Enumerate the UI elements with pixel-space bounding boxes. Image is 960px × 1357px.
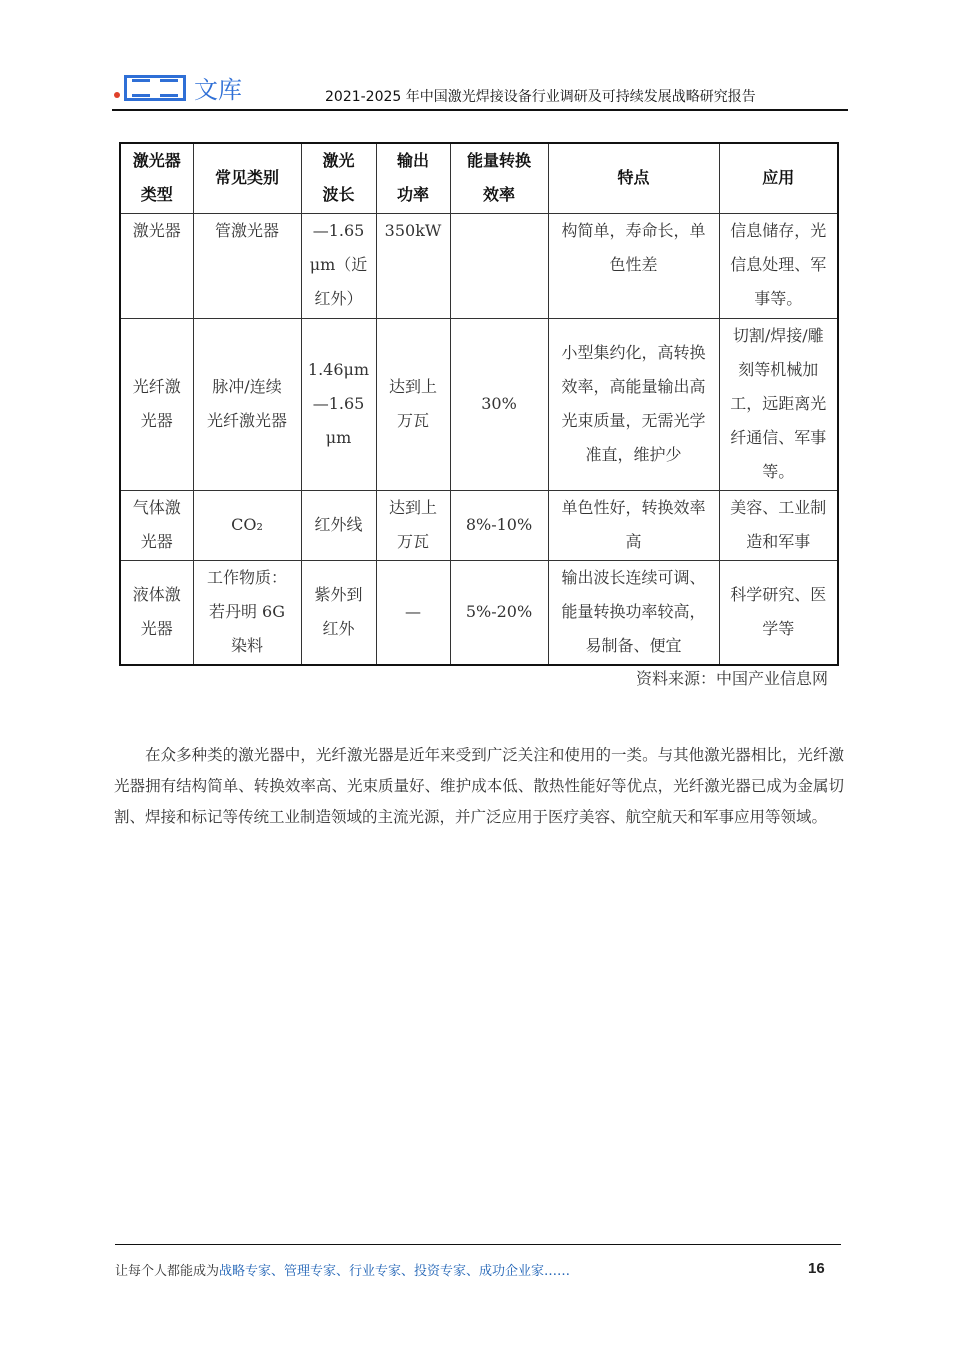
logo-dot-icon: [114, 92, 120, 98]
cell-line: 构简单，寿命长，单: [561, 220, 706, 240]
logo-mark-icon: [124, 75, 186, 101]
body-paragraph: 在众多种类的激光器中，光纤激光器是近年来受到广泛关注和使用的一类。与其他激光器相比，光纤激光器拥有结构简单、转换效率高、光束质量好、维护成本低、散热性能好等优点，光纤激光器已成为金属切割、焊接和标记等传统工业制造领域的主流光源，并广泛应用于医疗美容、航空航天和军事应用等领域。: [114, 746, 844, 826]
cell-line: 准直，维护少: [585, 445, 682, 464]
table-cell: [301, 490, 376, 560]
cell-line: 光器: [140, 532, 173, 551]
table-cell: [193, 560, 301, 665]
header-line: 特点: [617, 168, 650, 188]
cell-line: —: [405, 602, 421, 622]
cell-line: μm: [325, 428, 352, 447]
table-cell: [450, 213, 548, 318]
cell-line: μm（近: [309, 254, 368, 274]
cell-line: 单色性好，转换效率: [561, 498, 706, 517]
cell-line: 纤通信、军事: [730, 428, 827, 447]
cell-line: 信息处理、军: [730, 254, 827, 274]
column-header: [548, 143, 719, 213]
table-cell: [719, 560, 838, 665]
table-cell: [548, 560, 719, 665]
cell-line: 科学研究、医: [730, 585, 827, 605]
cell-line: 8%-10%: [465, 515, 533, 534]
cell-line: 小型集约化，高转换: [561, 343, 706, 362]
column-header: [376, 143, 450, 213]
table-cell: [376, 318, 450, 490]
cell-line: 工，远距离光: [730, 394, 827, 413]
logo-text: 文库: [194, 76, 242, 104]
cell-line: 液体激: [132, 585, 181, 605]
table-cell: [548, 318, 719, 490]
cell-line: —1.65: [312, 394, 365, 413]
laser-comparison-table: [119, 142, 839, 666]
header-line: 波长: [322, 185, 355, 205]
cell-line: 色性差: [609, 254, 658, 274]
table-source: 资料来源：中国产业信息网: [635, 669, 828, 688]
table-cell: [719, 318, 838, 490]
table-cell: [193, 490, 301, 560]
cell-line: 红外: [322, 619, 355, 639]
cell-line: 万瓦: [396, 411, 429, 430]
cell-line: 能量转换功率较高，: [561, 602, 706, 622]
cell-line: 光纤激: [132, 377, 181, 396]
slogan-prefix: 让每个人都能成为: [115, 1264, 220, 1279]
cell-line: 光纤激光器: [206, 411, 287, 430]
cell-line: 30%: [481, 394, 517, 413]
header-line: 能量转换: [466, 151, 531, 171]
table-cell: [548, 490, 719, 560]
footer-slogan: [115, 1260, 570, 1279]
table-cell: [301, 213, 376, 318]
cell-line: 达到上: [388, 498, 437, 517]
cell-line: 学等: [762, 619, 795, 639]
table-cell: [301, 560, 376, 665]
document-title: 2021-2025 年中国激光焊接设备行业调研及可持续发展战略研究报告: [325, 89, 756, 105]
table-cell: [193, 318, 301, 490]
cell-line: 光器: [140, 411, 173, 430]
cell-line: 350kW: [384, 220, 442, 240]
table-cell: [719, 490, 838, 560]
cell-line: 高: [625, 532, 642, 551]
cell-line: 红外线: [314, 515, 363, 534]
header-line: 输出: [396, 151, 429, 171]
cell-line: 等。: [762, 462, 795, 481]
column-header: [120, 143, 193, 213]
table-row: [120, 490, 838, 560]
table-cell: [193, 213, 301, 318]
table-cell: [450, 490, 548, 560]
table-row: [120, 318, 838, 490]
cell-line: CO₂: [231, 515, 263, 534]
slogan-highlight: 战略专家、管理专家、行业专家、投资专家、成功企业家……: [219, 1264, 571, 1279]
table-cell: [120, 318, 193, 490]
cell-line: 1.46μm: [307, 360, 370, 379]
cell-line: 效率，高能量输出高: [561, 377, 706, 396]
column-header: [450, 143, 548, 213]
table-cell: [548, 213, 719, 318]
header-line: 激光器: [132, 151, 181, 171]
table-cell: [719, 213, 838, 318]
cell-line: 光束质量，无需光学: [561, 411, 706, 430]
cell-line: 易制备、便宜: [585, 636, 682, 656]
table-cell: [376, 560, 450, 665]
cell-line: 万瓦: [396, 532, 429, 551]
cell-line: 若丹明 6G: [208, 602, 286, 622]
table-cell: [301, 318, 376, 490]
header-divider: [112, 109, 848, 111]
table-cell: [120, 560, 193, 665]
header-line: 激光: [322, 151, 355, 171]
header-line: 功率: [396, 185, 429, 205]
cell-line: 切割/焊接/雕: [732, 326, 824, 345]
table-row: [120, 213, 838, 318]
column-header: [193, 143, 301, 213]
cell-line: 造和军事: [746, 532, 811, 551]
cell-line: 美容、工业制: [730, 498, 827, 517]
table-row: [120, 560, 838, 665]
cell-line: 光器: [140, 619, 173, 639]
footer-divider: [115, 1244, 841, 1245]
cell-line: 气体激: [132, 498, 181, 517]
column-header: [719, 143, 838, 213]
header-line: 常见类别: [214, 168, 279, 188]
cell-line: 脉冲/连续: [212, 377, 282, 396]
cell-line: 工作物质：: [206, 568, 287, 588]
cell-line: 紫外到: [314, 585, 363, 605]
cell-line: 输出波长连续可调、: [561, 568, 706, 588]
cell-line: 染料: [230, 636, 263, 656]
cell-line: 事等。: [754, 288, 803, 308]
table-header-row: [120, 143, 838, 213]
table-cell: [120, 490, 193, 560]
header-line: 类型: [140, 185, 173, 205]
cell-line: —1.65: [312, 220, 365, 240]
cell-line: 红外）: [314, 288, 363, 308]
logo: [114, 70, 242, 105]
header-line: 应用: [762, 168, 795, 188]
cell-line: 刻等机械加: [738, 360, 819, 379]
table-cell: [376, 490, 450, 560]
cell-line: 5%-20%: [465, 602, 533, 622]
table-cell: [450, 318, 548, 490]
column-header: [301, 143, 376, 213]
header-line: 效率: [482, 185, 515, 205]
table-cell: [376, 213, 450, 318]
cell-line: 管激光器: [214, 220, 279, 240]
page-number: 16: [808, 1260, 825, 1277]
cell-line: 激光器: [132, 220, 181, 240]
cell-line: 信息储存，光: [730, 220, 827, 240]
table-cell: [120, 213, 193, 318]
cell-line: 达到上: [388, 377, 437, 396]
table-cell: [450, 560, 548, 665]
